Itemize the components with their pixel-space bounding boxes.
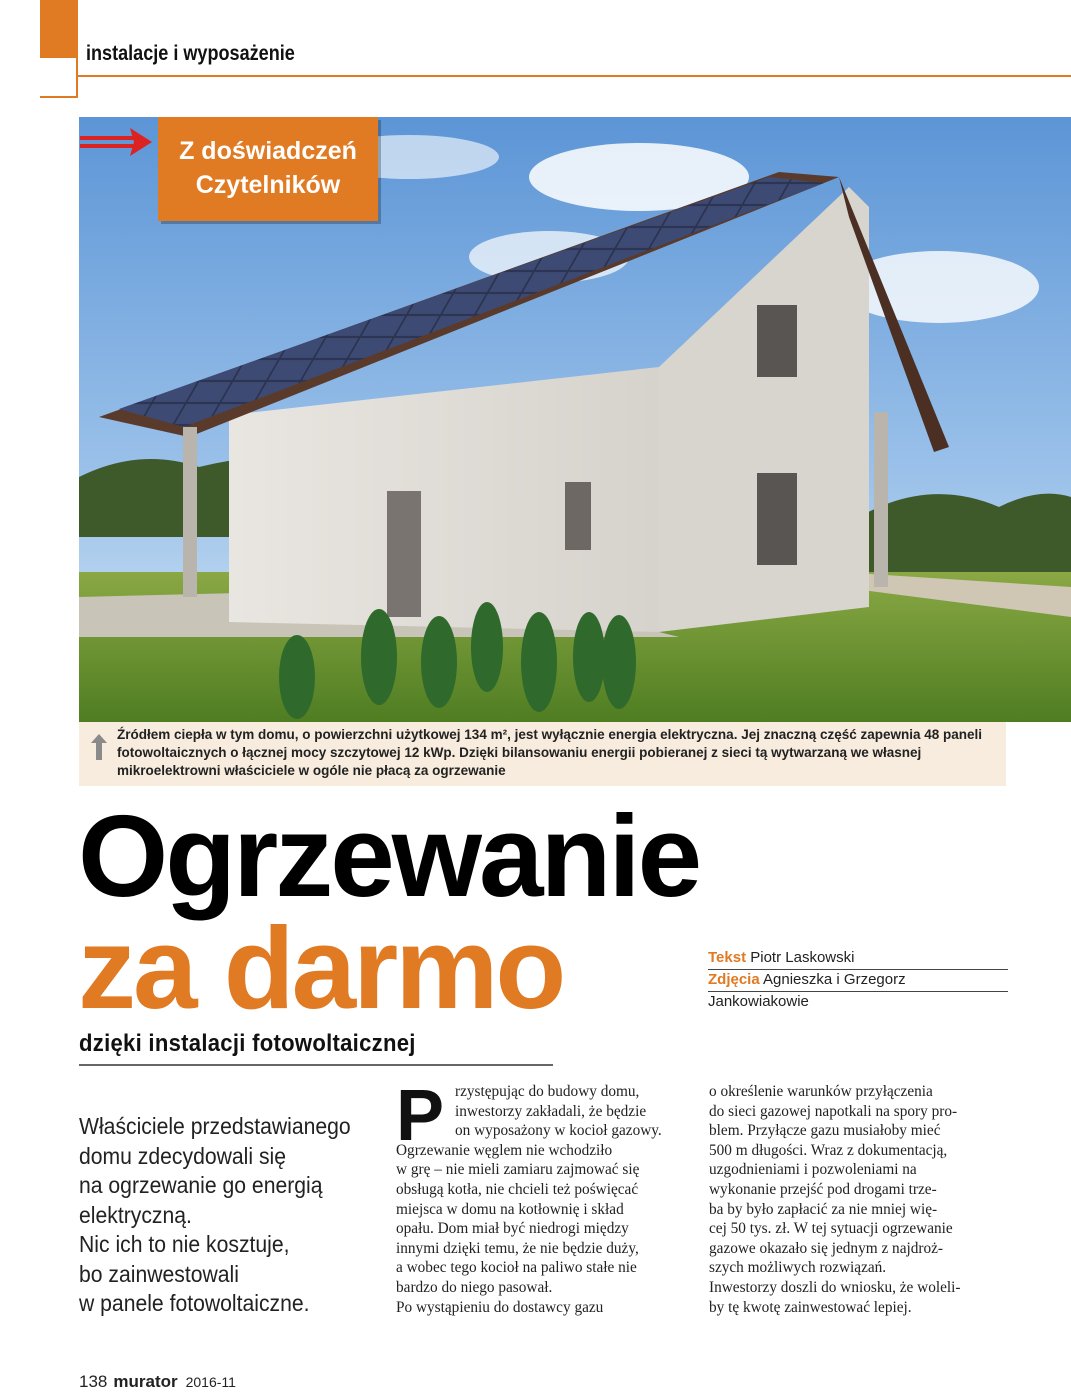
subtitle: dzięki instalacji fotowoltaicznej [79, 1030, 416, 1057]
arrow-right-icon [80, 128, 152, 156]
body-line: innymi dzięki temu, że nie będzie duży, [396, 1239, 639, 1257]
body-line: miejsca w domu na kotłownię i skład [396, 1200, 624, 1218]
headline-line-1: Ogrzewanie [78, 791, 700, 921]
body-line: wykonanie przejść pod drogami trze- [709, 1180, 937, 1198]
drop-cap: P [396, 1076, 445, 1156]
lead-line: domu zdecydowali się [79, 1142, 287, 1169]
page-number: 138 [79, 1372, 108, 1391]
credit-photo-value: Agnieszka i Grzegorz [763, 971, 906, 988]
headline-line-2: za darmo [78, 903, 564, 1033]
lead-line: Nic ich to nie kosztuje, [79, 1231, 290, 1257]
body-column-2 [709, 1082, 1009, 1317]
body-column-1 [396, 1076, 692, 1317]
body-line: do sieci gazowej napotkali na spory pro- [709, 1102, 958, 1120]
body-line: opału. Dom miał być niedrogi między [396, 1220, 629, 1238]
credit-text-key: Tekst [708, 949, 747, 966]
lead-paragraph [79, 1112, 355, 1319]
body-line: inwestorzy zakładali, że będzie [455, 1102, 647, 1120]
issue-date: 2016-11 [185, 1374, 236, 1390]
section-label: instalacje i wyposażenie [86, 42, 295, 65]
body-line: rzystępując do budowy domu, [455, 1083, 640, 1100]
credit-photo-key: Zdjęcia [708, 971, 760, 988]
caption-line: fotowoltaicznych o łącznej mocy szczytowej 12 kWp. Dzięki bilansowaniu energii pobieranej z sieci tą wytwarzaną we własnej [117, 745, 922, 760]
body-line: on wyposażony w kocioł gazowy. [455, 1122, 662, 1140]
lead-line: bo zainwestowali [79, 1260, 239, 1287]
credit-text-row [708, 948, 1008, 970]
body-line: w grę – nie mieli zamiaru zajmować się [396, 1161, 640, 1179]
credit-photo-row [708, 970, 1008, 992]
body-line: o określenie warunków przyłączenia [709, 1083, 933, 1100]
body-line: by tę kwotę zainwestować lepiej. [709, 1298, 912, 1316]
body-line: uzgodnieniami i pozwoleniami na [709, 1161, 917, 1179]
lead-line: na ogrzewanie go energią [79, 1172, 323, 1198]
reader-experience-badge [158, 117, 378, 221]
body-line: gazowe okazało się jednym z najdroż- [709, 1239, 944, 1257]
body-line: 500 m długości. Wraz z dokumentacją, [709, 1141, 948, 1159]
body-line: Ogrzewanie węglem nie wchodziło [396, 1141, 613, 1159]
badge-line-1: Z doświadczeń [179, 137, 357, 165]
photo-caption [117, 726, 997, 780]
magazine-brand: murator [113, 1372, 178, 1391]
caption-line: mikroelektrowni właściciele w ogóle nie płacą za ogrzewanie [117, 763, 506, 778]
body-line: Inwestorzy doszli do wniosku, że woleli- [709, 1278, 961, 1296]
body-line: cej 50 tys. zł. W tej sytuacji ogrzewanie [709, 1220, 953, 1238]
body-line: Po wystąpieniu do dostawcy gazu [396, 1298, 604, 1316]
corner-notch [40, 58, 78, 98]
body-line: ba by było zapłacić za nie mniej wię- [709, 1200, 938, 1218]
credits [708, 948, 1008, 1012]
lead-line: Właściciele przedstawianego [79, 1113, 351, 1139]
body-line: szych możliwych rozwiązań. [709, 1259, 887, 1277]
credit-text-value: Piotr Laskowski [750, 949, 855, 966]
body-line: bardzo do niego pasował. [396, 1278, 553, 1296]
badge-line-2: Czytelników [195, 171, 341, 199]
credit-photo-row-2: Jankowiakowie [708, 993, 809, 1010]
page-footer [79, 1372, 236, 1392]
header-rule [78, 75, 1071, 77]
caption-line: Źródłem ciepła w tym domu, o powierzchni użytkowej 134 m², jest wyłącznie energia elektryczna. Jej znaczną część zapewnia 48 paneli [117, 727, 983, 742]
arrow-up-icon [91, 734, 107, 760]
subtitle-rule [79, 1064, 553, 1066]
lead-line: elektryczną. [79, 1201, 192, 1228]
body-line: blem. Przyłącze gazu musiałoby mieć [709, 1122, 941, 1140]
body-line: a wobec tego kocioł na paliwo stałe nie [396, 1259, 637, 1277]
lead-line: w panele fotowoltaiczne. [79, 1290, 310, 1316]
body-line: obsługą kotła, nie chcieli też poświęcać [396, 1180, 639, 1198]
